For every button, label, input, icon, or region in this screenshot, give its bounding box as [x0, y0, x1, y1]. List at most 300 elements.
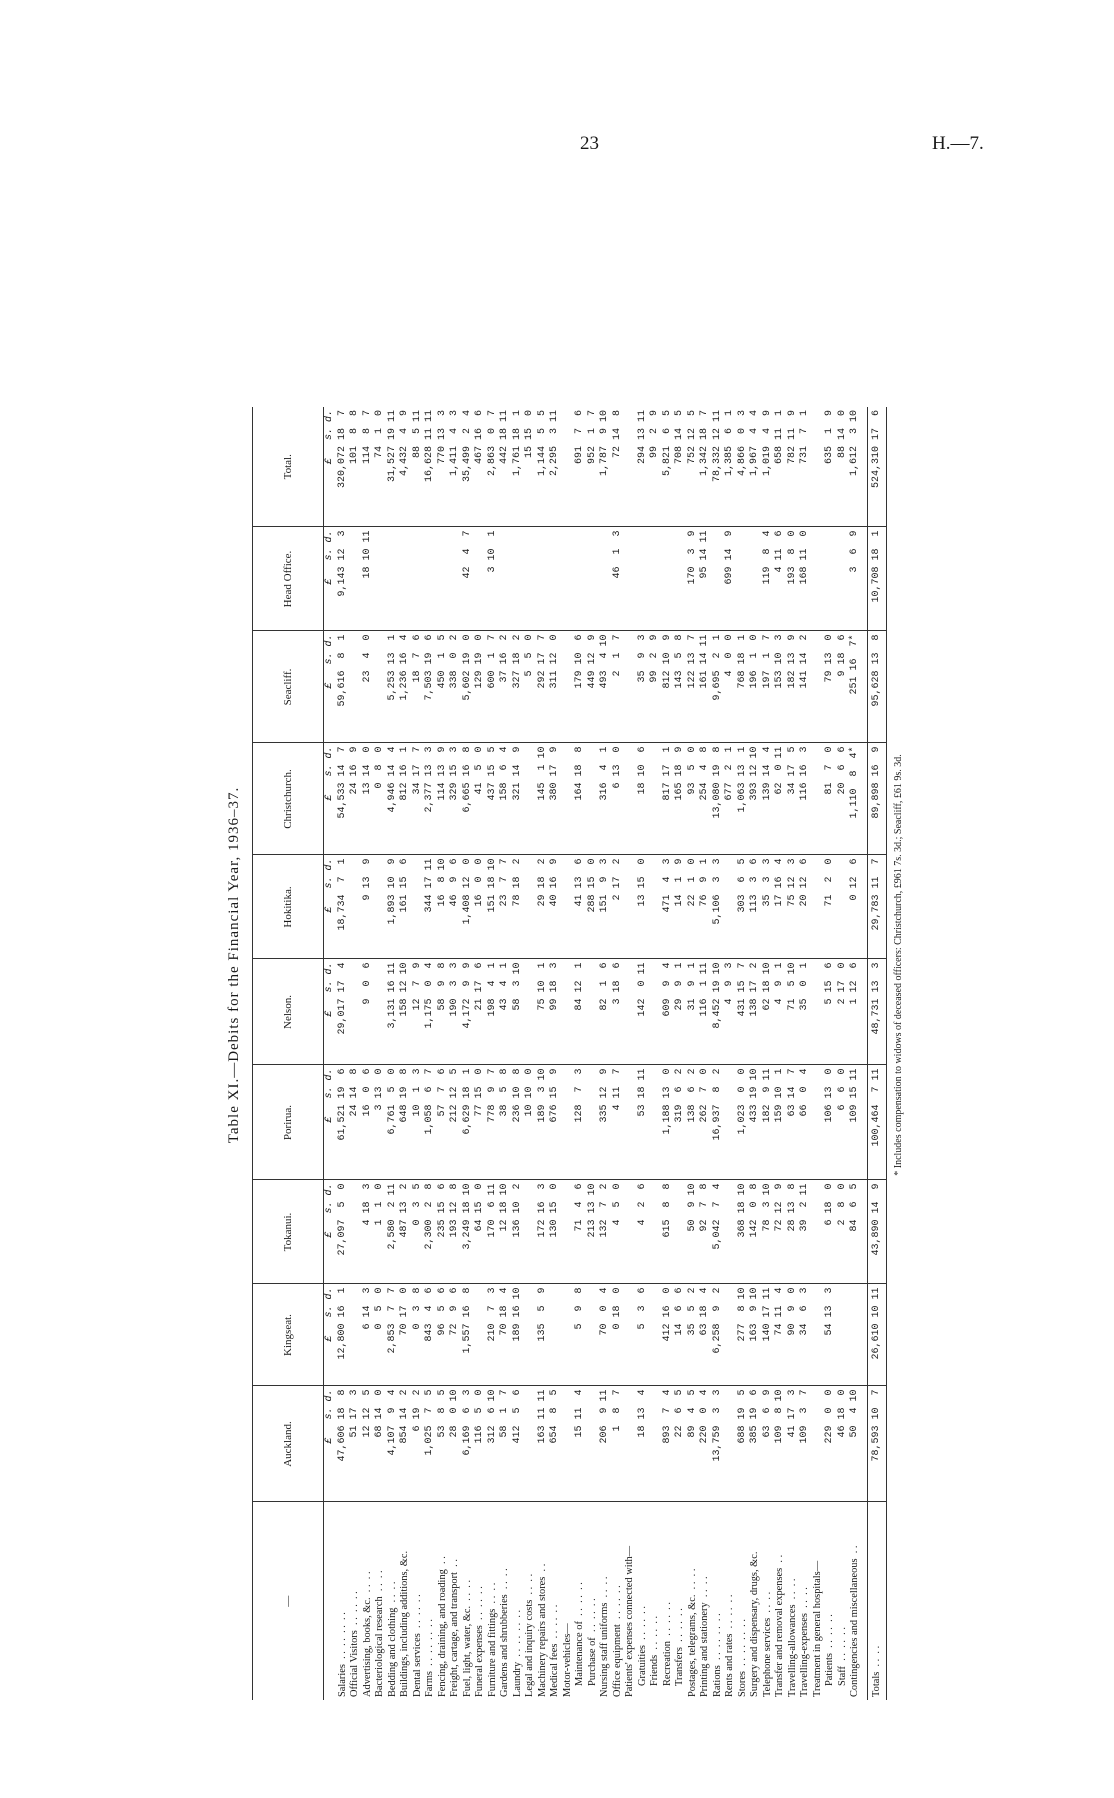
table-cell: 1,188 13 0: [662, 1065, 675, 1180]
table-cell: 113 3 6: [749, 855, 762, 959]
table-cell: 71 4 6: [574, 1180, 587, 1284]
table-cell: 5,106 3 3: [712, 855, 725, 959]
total-cell: 524,310 17 6: [867, 407, 887, 527]
table-cell: [587, 743, 600, 855]
table-cell: 3 10 1: [487, 527, 500, 631]
table-cell: 68 14 0: [374, 1386, 387, 1502]
table-cell: [649, 1284, 662, 1386]
table-cell: 2 8 0: [837, 1180, 850, 1284]
table-cell: 1 8 7: [612, 1386, 625, 1502]
table-cell: [399, 527, 412, 631]
table-cell: 165 18 9: [674, 743, 687, 855]
table-cell: 13,759 3 3: [712, 1386, 725, 1502]
table-cell: 23 4 0: [362, 631, 375, 743]
table-cell: [712, 527, 725, 631]
table-cell: 50 9 10: [687, 1180, 700, 1284]
table-cell: 70 18 4: [499, 1284, 512, 1386]
table-cell: 189 3 10: [537, 1065, 550, 1180]
table-cell: 412 16 0: [662, 1284, 675, 1386]
totals-label: Totals . . . .: [867, 1502, 887, 1700]
table-cell: 450 1 5: [437, 631, 450, 743]
table-row: [399, 407, 412, 1700]
table-cell: 5,602 19 0: [462, 631, 475, 743]
table-cell: 254 4 8: [699, 743, 712, 855]
table-cell: 58 3 10: [512, 959, 525, 1065]
table-cell: 14 1 9: [674, 855, 687, 959]
table-cell: 600 1 7: [487, 631, 500, 743]
table-cell: 34 17 7: [412, 743, 425, 855]
table-cell: 893 7 4: [662, 1386, 675, 1502]
table-cell: 35 9 3: [637, 631, 650, 743]
table-cell: 4,946 14 4: [387, 743, 400, 855]
table-cell: 136 10 2: [512, 1180, 525, 1284]
table-cell: 212 12 5: [449, 1065, 462, 1180]
table-cell: [812, 1284, 825, 1386]
units-cell: £ s. d.: [324, 1180, 337, 1284]
table-cell: 0 5 0: [374, 1284, 387, 1386]
table-cell: [662, 527, 675, 631]
table-cell: [587, 959, 600, 1065]
table-cell: 109 8 10: [774, 1386, 787, 1502]
table-cell: 35,499 2 4: [462, 407, 475, 527]
table-cell: 708 14 5: [674, 407, 687, 527]
table-cell: 327 18 2: [512, 631, 525, 743]
column-header: Head Office.: [253, 527, 324, 631]
table-cell: [624, 631, 637, 743]
table-row: [512, 407, 525, 1700]
table-cell: 471 4 3: [662, 855, 675, 959]
table-cell: 321 14 9: [512, 743, 525, 855]
table-cell: [524, 1284, 537, 1386]
table-cell: 41 17 3: [787, 1386, 800, 1502]
table-cell: 22 1 0: [687, 855, 700, 959]
table-cell: [524, 527, 537, 631]
table-cell: 151 9 3: [599, 855, 612, 959]
table-cell: 5,253 13 1: [387, 631, 400, 743]
table-cell: 812 10 9: [662, 631, 675, 743]
row-label: Official Visitors . . . . . .: [349, 1591, 360, 1697]
table-cell: 99 2 9: [649, 631, 662, 743]
table-cell: 143 5 8: [674, 631, 687, 743]
table-cell: 50 4 10: [849, 1386, 862, 1502]
row-label: Gratuities . . . . . .: [636, 1606, 648, 1686]
table-cell: [624, 407, 637, 527]
units-cell: £ s. d.: [324, 743, 337, 855]
table-cell: [587, 1386, 600, 1502]
row-label: Furniture and fittings . . . .: [486, 1582, 498, 1697]
row-label: Advertising, books, &c. . . . .: [361, 1571, 373, 1697]
table-cell: 4,432 4 9: [399, 407, 412, 527]
table-row: [774, 407, 787, 1700]
table-row: [362, 407, 375, 1700]
table-cell: 210 7 3: [487, 1284, 500, 1386]
table-cell: 70 0 4: [599, 1284, 612, 1386]
table-cell: 691 7 6: [574, 407, 587, 527]
table-cell: 141 14 2: [799, 631, 812, 743]
table-cell: 1 12 6: [849, 959, 862, 1065]
table-row: [712, 407, 725, 1700]
table-row: [474, 407, 487, 1700]
table-cell: [474, 1284, 487, 1386]
table-cell: 142 0 11: [637, 959, 650, 1065]
table-cell: 96 5 6: [437, 1284, 450, 1386]
table-cell: 4 11 7: [612, 1065, 625, 1180]
table-cell: 2,580 2 11: [387, 1180, 400, 1284]
row-label: Travelling-allowances . . . .: [786, 1578, 798, 1697]
table-cell: 15 15 0: [524, 407, 537, 527]
table-cell: 385 19 6: [749, 1386, 762, 1502]
table-cell: [562, 1065, 575, 1180]
table-cell: 316 4 1: [599, 743, 612, 855]
table-cell: [349, 527, 362, 631]
table-cell: [724, 1284, 737, 1386]
table-cell: 344 17 11: [424, 855, 437, 959]
table-cell: [562, 407, 575, 527]
table-cell: 6 13 0: [612, 743, 625, 855]
row-label: Freight, cartage, and transport . .: [449, 1559, 460, 1697]
table-row: [687, 407, 700, 1700]
table-cell: 41 13 6: [574, 855, 587, 959]
table-row: [662, 407, 675, 1700]
table-cell: 338 0 2: [449, 631, 462, 743]
table-cell: [474, 527, 487, 631]
table-cell: 46 9 6: [449, 855, 462, 959]
table-cell: [837, 1284, 850, 1386]
table-cell: 62 18 10: [762, 959, 775, 1065]
table-row: [749, 407, 762, 1700]
table-cell: 2,300 2 8: [424, 1180, 437, 1284]
table-cell: [812, 407, 825, 527]
table-cell: 0 3 5: [412, 1180, 425, 1284]
table-cell: 18,734 7 1: [337, 855, 350, 959]
table-cell: [574, 527, 587, 631]
table-row: [837, 407, 850, 1700]
table-cell: 46 18 0: [837, 1386, 850, 1502]
table-cell: 393 12 10: [749, 743, 762, 855]
table-cell: 119 8 4: [762, 527, 775, 631]
table-cell: 778 9 7: [487, 1065, 500, 1180]
table-cell: 78 3 10: [762, 1180, 775, 1284]
total-cell: 10,708 18 1: [867, 527, 887, 631]
table-cell: 24 14 8: [349, 1065, 362, 1180]
table-cell: 13 15 0: [637, 855, 650, 959]
table-cell: 16,628 11 11: [424, 407, 437, 527]
table-cell: 74 11 4: [774, 1284, 787, 1386]
table-cell: 6,169 6 3: [462, 1386, 475, 1502]
table-cell: 4,172 9 9: [462, 959, 475, 1065]
table-cell: 190 3 3: [449, 959, 462, 1065]
units-cell: £ s. d.: [324, 1284, 337, 1386]
row-label: Machinery repairs and stores . .: [536, 1563, 548, 1697]
table-cell: [674, 1180, 687, 1284]
table-cell: 4 11 6: [774, 527, 787, 631]
table-cell: 179 10 6: [574, 631, 587, 743]
table-cell: 53 8 5: [437, 1386, 450, 1502]
table-cell: 4 2 6: [637, 1180, 650, 1284]
table-cell: 66 0 4: [799, 1065, 812, 1180]
table-cell: 78,332 12 11: [712, 407, 725, 527]
table-cell: 277 8 10: [737, 1284, 750, 1386]
table-cell: 1,110 8 4*: [849, 743, 862, 855]
table-cell: 99 2 9: [649, 407, 662, 527]
table-row: [387, 407, 400, 1700]
table-cell: [412, 855, 425, 959]
table-cell: 109 3 7: [799, 1386, 812, 1502]
table-cell: [562, 1284, 575, 1386]
table-cell: 163 11 11: [537, 1386, 550, 1502]
row-label: Buildings, including additions, &c.: [399, 1550, 410, 1697]
table-cell: [512, 527, 525, 631]
table-cell: [349, 855, 362, 959]
row-label: Gardens and shrubberies . . . .: [499, 1568, 510, 1697]
table-cell: [812, 1065, 825, 1180]
table-cell: 229 0 0: [824, 1386, 837, 1502]
table-cell: 59,616 8 1: [337, 631, 350, 743]
table-cell: [649, 527, 662, 631]
table-cell: 1,144 5 5: [537, 407, 550, 527]
table-cell: 145 1 10: [537, 743, 550, 855]
table-cell: 20 12 6: [799, 855, 812, 959]
table-cell: 72 12 9: [774, 1180, 787, 1284]
table-cell: 78 18 2: [512, 855, 525, 959]
table-cell: 220 0 4: [699, 1386, 712, 1502]
table-cell: 198 4 1: [487, 959, 500, 1065]
table-cell: [649, 959, 662, 1065]
table-cell: 329 15 3: [449, 743, 462, 855]
table-cell: [562, 527, 575, 631]
table-cell: 130 15 0: [549, 1180, 562, 1284]
table-row: [462, 407, 475, 1700]
table-cell: 0 8 0: [374, 743, 387, 855]
table-cell: 82 1 6: [599, 959, 612, 1065]
table-cell: 72 9 6: [449, 1284, 462, 1386]
document-code: H.—7.: [932, 133, 984, 154]
table-cell: 1,342 18 7: [699, 407, 712, 527]
row-label: Bedding and clothing . . . .: [386, 1581, 398, 1697]
table-cell: [724, 1065, 737, 1180]
table-cell: [562, 1386, 575, 1502]
table-cell: 1,761 18 1: [512, 407, 525, 527]
table-cell: [599, 527, 612, 631]
table-cell: 437 15 5: [487, 743, 500, 855]
table-cell: 189 16 10: [512, 1284, 525, 1386]
row-label: Stores . . . . . . . .: [736, 1619, 748, 1697]
table-cell: [587, 1065, 600, 1180]
table-cell: 161 14 11: [699, 631, 712, 743]
table-cell: 487 13 2: [399, 1180, 412, 1284]
row-label: Treatment in general hospitals—: [811, 1560, 823, 1697]
row-label: Transfers . . . . . .: [674, 1608, 685, 1686]
row-label: Bacteriological research . . . .: [374, 1570, 385, 1697]
table-cell: 172 16 3: [537, 1180, 550, 1284]
row-label: Telephone services . . . .: [761, 1591, 773, 1697]
table-cell: 182 9 11: [762, 1065, 775, 1180]
table-cell: 676 15 9: [549, 1065, 562, 1180]
table-cell: 699 14 9: [724, 527, 737, 631]
table-cell: 5 5 0: [524, 631, 537, 743]
column-header: Seacliff.: [253, 631, 324, 743]
table-cell: 688 19 5: [737, 1386, 750, 1502]
row-label: Rents and rates . . . . . .: [724, 1594, 735, 1697]
table-cell: 88 14 0: [837, 407, 850, 527]
row-label: Rations . . . . . . . .: [711, 1613, 723, 1697]
table-cell: 5 15 6: [824, 959, 837, 1065]
units-cell: £ s. d.: [324, 855, 337, 959]
rotated-table-block: [220, 230, 950, 1700]
table-cell: [649, 1386, 662, 1502]
table-cell: 449 12 9: [587, 631, 600, 743]
row-label: Medical fees . . . . . .: [549, 1604, 560, 1697]
table-cell: 493 4 10: [599, 631, 612, 743]
table-cell: 158 12 10: [399, 959, 412, 1065]
table-cell: 153 10 3: [774, 631, 787, 743]
table-cell: 0 18 0: [612, 1284, 625, 1386]
table-cell: 251 16 7*: [849, 631, 862, 743]
table-cell: 101 8 8: [349, 407, 362, 527]
table-cell: 3,131 16 11: [387, 959, 400, 1065]
table-cell: 6,665 16 8: [462, 743, 475, 855]
table-cell: 90 9 0: [787, 1284, 800, 1386]
table-cell: 22 6 5: [674, 1386, 687, 1502]
table-cell: 412 5 6: [512, 1386, 525, 1502]
table-cell: [649, 743, 662, 855]
column-header-row: [253, 407, 324, 1700]
table-cell: [437, 527, 450, 631]
table-cell: [349, 631, 362, 743]
table-cell: 158 6 4: [499, 743, 512, 855]
table-cell: 35 0 1: [799, 959, 812, 1065]
table-cell: 303 6 5: [737, 855, 750, 959]
table-cell: 854 14 2: [399, 1386, 412, 1502]
table-cell: [812, 959, 825, 1065]
table-body: [324, 407, 887, 1700]
table-cell: 442 18 11: [499, 407, 512, 527]
table-cell: 1,058 6 7: [424, 1065, 437, 1180]
table-cell: 7,503 19 6: [424, 631, 437, 743]
total-cell: 43,890 14 9: [867, 1180, 887, 1284]
row-label: Transfer and removal expenses . .: [774, 1554, 785, 1697]
table-cell: 0 3 8: [412, 1284, 425, 1386]
column-header: Hokitika.: [253, 855, 324, 959]
table-cell: 46 1 3: [612, 527, 625, 631]
table-cell: 70 17 0: [399, 1284, 412, 1386]
table-cell: 1,175 0 4: [424, 959, 437, 1065]
table-row: [499, 407, 512, 1700]
table-cell: [349, 959, 362, 1065]
table-cell: 1,787 9 10: [599, 407, 612, 527]
table-cell: 770 13 3: [437, 407, 450, 527]
table-row: [412, 407, 425, 1700]
table-cell: 39 2 11: [799, 1180, 812, 1284]
row-label: Funeral expenses . . . . . .: [474, 1586, 485, 1697]
table-cell: 9,695 2 1: [712, 631, 725, 743]
table-row: [849, 407, 862, 1700]
table-row: [812, 407, 825, 1700]
table-cell: 41 5 0: [474, 743, 487, 855]
table-row: [487, 407, 500, 1700]
table-cell: 431 15 7: [737, 959, 750, 1065]
table-cell: 320,072 18 7: [337, 407, 350, 527]
table-cell: 782 11 9: [787, 407, 800, 527]
table-cell: 467 16 6: [474, 407, 487, 527]
table-cell: [724, 1386, 737, 1502]
total-cell: 95,628 13 8: [867, 631, 887, 743]
row-label: Office equipment . . . . . .: [611, 1585, 623, 1697]
row-label: Contingencies and miscellaneous . .: [849, 1545, 860, 1697]
table-cell: [637, 527, 650, 631]
table-cell: 2,863 0 7: [487, 407, 500, 527]
table-cell: 28 0 10: [449, 1386, 462, 1502]
table-cell: 768 18 1: [737, 631, 750, 743]
table-cell: [624, 1065, 637, 1180]
table-cell: 20 6 6: [837, 743, 850, 855]
table-row: [374, 407, 387, 1700]
table-cell: 161 15 6: [399, 855, 412, 959]
table-cell: [412, 527, 425, 631]
table-cell: [812, 855, 825, 959]
table-cell: 1 1 0: [374, 1180, 387, 1284]
table-cell: 129 19 0: [474, 631, 487, 743]
table-row: [574, 407, 587, 1700]
table-row: [824, 407, 837, 1700]
table-row: [524, 407, 537, 1700]
table-cell: 6 6 0: [837, 1065, 850, 1180]
total-cell: 89,898 16 9: [867, 743, 887, 855]
table-cell: 3,249 18 10: [462, 1180, 475, 1284]
table-cell: [349, 1284, 362, 1386]
table-cell: 197 1 7: [762, 631, 775, 743]
table-cell: 433 19 10: [749, 1065, 762, 1180]
table-row: [349, 407, 362, 1700]
table-cell: 13,080 19 8: [712, 743, 725, 855]
table-cell: 12 18 10: [499, 1180, 512, 1284]
table-cell: [674, 527, 687, 631]
table-cell: [849, 1284, 862, 1386]
table-cell: 6,258 9 2: [712, 1284, 725, 1386]
table-row: [599, 407, 612, 1700]
table-cell: 6,761 5 0: [387, 1065, 400, 1180]
table-cell: 677 2 1: [724, 743, 737, 855]
table-cell: 58 9 8: [437, 959, 450, 1065]
table-cell: 262 7 0: [699, 1065, 712, 1180]
table-cell: 16 0 0: [474, 855, 487, 959]
table-cell: 10 10 0: [524, 1065, 537, 1180]
table-cell: 1,557 16 8: [462, 1284, 475, 1386]
table-cell: [549, 527, 562, 631]
table-cell: 2 17 2: [612, 855, 625, 959]
table-cell: 31 9 1: [687, 959, 700, 1065]
table-cell: 8,452 19 10: [712, 959, 725, 1065]
debits-table: [252, 407, 887, 1700]
table-cell: 99 18 3: [549, 959, 562, 1065]
table-cell: 380 17 9: [549, 743, 562, 855]
table-cell: 170 3 9: [687, 527, 700, 631]
table-cell: 10 1 3: [412, 1065, 425, 1180]
row-label: Nursing staff uniforms . . . .: [599, 1576, 610, 1697]
table-cell: 81 7 0: [824, 743, 837, 855]
row-label: Purchase of . . . . . .: [586, 1598, 598, 1686]
table-row: [437, 407, 450, 1700]
table-cell: 4 9 1: [774, 959, 787, 1065]
units-cell: £ s. d.: [324, 1386, 337, 1502]
table-cell: 63 14 7: [787, 1065, 800, 1180]
table-cell: 58 1 7: [499, 1386, 512, 1502]
table-cell: [499, 527, 512, 631]
table-cell: 53 18 11: [637, 1065, 650, 1180]
table-cell: 4 9 3: [724, 959, 737, 1065]
table-cell: [562, 855, 575, 959]
table-cell: 319 6 2: [674, 1065, 687, 1180]
